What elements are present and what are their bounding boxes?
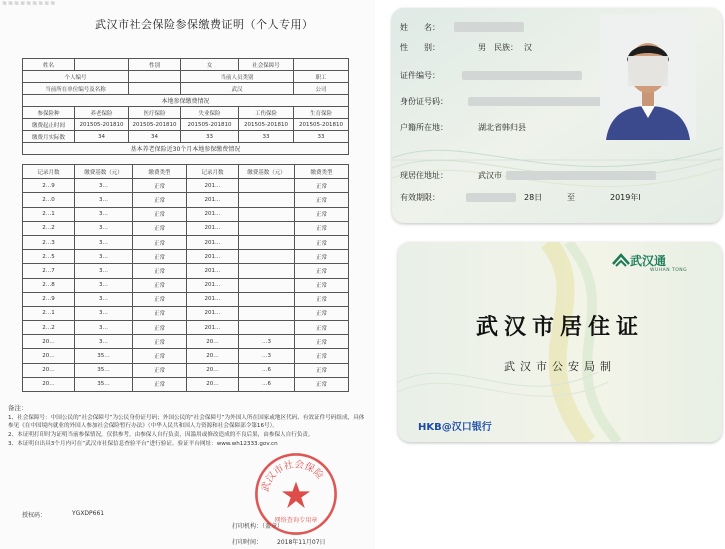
table-cell: 3… [75,221,133,235]
id-number-label: 身份证号码： [400,97,448,106]
bank-logo: HKB@汉口银行 [418,422,492,433]
table-cell: 正常 [133,292,187,306]
table-row [23,264,349,278]
table-cell: 2…2 [23,221,75,235]
table-cell [239,235,295,249]
table-cell: 正常 [133,349,187,363]
valid-to: 2019年l [610,193,641,202]
table-cell: 35… [75,363,133,377]
table-cell: 2…9 [23,292,75,306]
table-row: 姓名 性别 女 社会保障号 [23,59,349,71]
table-cell: …6 [239,363,295,377]
gender-value: 男 [478,43,486,52]
table-cell [239,221,295,235]
table-cell: 2…0 [23,193,75,207]
table-cell: 正常 [133,306,187,320]
header-decoration: ≋≋≋≋≋≋≋≋≋ [2,0,57,7]
table-cell: 正常 [295,235,349,249]
table-cell: 正常 [295,321,349,335]
auth-code-value: YGXDP661 [72,510,105,517]
table-cell: 正常 [133,250,187,264]
table-row: 个人编号 当前人员类别 职工 [23,71,349,83]
table-cell: 正常 [295,292,349,306]
table-cell: …3 [239,335,295,349]
table-cell: 2…1 [23,207,75,221]
table-cell: 3… [75,306,133,320]
table-cell [239,321,295,335]
table-cell: 正常 [295,306,349,320]
table-row: 缴费月实际数 34 34 33 33 33 [23,131,349,143]
table-cell: 201… [187,221,239,235]
table-cell: 正常 [133,278,187,292]
hukou-label: 户籍所在地： [400,123,448,132]
table-row [23,335,349,349]
name-label: 姓 名： [400,23,440,32]
table-cell: 正常 [133,207,187,221]
table-cell: 正常 [295,264,349,278]
table-cell: 3… [75,235,133,249]
table-cell: 3… [75,335,133,349]
redacted-address [506,171,656,180]
table-header-row: 参保险种 养老保险 医疗保险 失业保险 工伤保险 生育保险 [23,107,349,119]
residence-permit-back [398,242,722,442]
table-cell: 3… [75,250,133,264]
table-cell: 2…8 [23,278,75,292]
table-cell: 3… [75,179,133,193]
note-item: 3、本证明自出具3个月内可在“武汉市社保信息查验平台”进行验证。验证平台网址：www.wh12333.gov.cn [8,441,278,447]
table-cell: 20… [23,349,75,363]
table-cell: 20… [23,377,75,391]
table-cell: 正常 [133,179,187,193]
table-cell: 201… [187,278,239,292]
redacted-cert-no [462,71,582,80]
table-cell: 正常 [295,363,349,377]
face-blur [628,56,668,86]
note-item: 1、社会保障号：中国公民的“社会保障号”为公民身份证号码；外国公民的“社会保障号”为外国人所在国家或地区代码、有效证件号码组成，具体参见《在中国境内就业的外国人参加社会保险暂行办法》（中华人民共和国人力资源和社会保障部令第16号）。 [8,415,365,429]
table-row [23,349,349,363]
table-cell: 201… [187,235,239,249]
table-cell: 201… [187,264,239,278]
table-cell [239,306,295,320]
table-cell: 20… [23,363,75,377]
section-title-row: 本地参保缴费情况 [23,95,349,107]
table-cell: 正常 [295,377,349,391]
table-row: 当前所在单位编号及名称 武汉 公司 [23,83,349,95]
table-cell: 3… [75,193,133,207]
table-row [23,221,349,235]
notes-section [8,404,368,449]
personal-info-table [22,58,349,155]
table-cell: 2…3 [23,235,75,249]
auth-code-label: 授权码： [22,512,47,519]
table-cell [239,250,295,264]
table-row [23,321,349,335]
table-cell: 201… [187,179,239,193]
table-cell: 正常 [295,207,349,221]
table-cell: 2…2 [23,321,75,335]
table-cell: 正常 [133,264,187,278]
redacted-id-number [468,97,608,106]
seal-text: 武汉市社会保险 [260,459,326,494]
address-label: 现居住地址： [400,171,448,180]
print-date: 打印时间： 2018年11月07日 [232,539,326,546]
table-cell: 3… [75,278,133,292]
table-cell: 正常 [133,221,187,235]
table-cell: 35… [75,377,133,391]
table-cell: 20… [23,335,75,349]
certificate-title: 武汉市社会保险参保缴费证明（个人专用） [95,18,314,31]
table-cell: 正常 [133,321,187,335]
table-row [23,193,349,207]
wuhantong-logo-icon [612,252,630,268]
table-row [23,250,349,264]
table-cell: 20… [187,349,239,363]
seal-subtext: 网络查询专用章 [274,517,318,525]
table-row [23,292,349,306]
portrait-photo [600,14,696,140]
nation-value: 汉 [524,43,532,52]
table-row [23,306,349,320]
note-item: 2、本证明打印时为证明当前参保情况，仅供参考，由参保人自行负责，因滥用或修改造成的不良后果，由参保人自行负责。 [8,432,314,438]
valid-to-label: 至 [567,193,575,202]
table-cell: 201… [187,250,239,264]
table-cell: 正常 [133,335,187,349]
issuer: 武汉市公安局制 [504,360,616,373]
table-cell [239,264,295,278]
table-cell: 201… [187,292,239,306]
table-cell: 正常 [133,235,187,249]
table-row [23,179,349,193]
table-header-row: 记录月数 缴费基数（元） 缴费类型 记录月数 缴费基数（元） 缴费类型 [23,165,349,179]
table-row [23,363,349,377]
table-cell: 2…1 [23,306,75,320]
nation-label: 民族： [494,43,518,52]
table-cell [239,193,295,207]
table-cell: 2…5 [23,250,75,264]
table-cell [239,278,295,292]
table-row [23,207,349,221]
table-cell: …6 [239,377,295,391]
address-value: 武汉市 [478,171,502,180]
permit-title: 武汉市居住证 [475,314,644,340]
notes-heading: 备注： [8,404,28,412]
table-cell: 2…9 [23,179,75,193]
valid-from: 28日 [524,193,543,202]
svg-text:武汉市社会保险 [258,457,327,493]
table-cell: 正常 [133,363,187,377]
table-cell: 3… [75,264,133,278]
table-cell: 正常 [295,221,349,235]
redacted-name [454,22,524,32]
redacted-valid-from [466,193,516,202]
table-cell: 201… [187,306,239,320]
wuhantong-logo: 武汉通 [630,254,667,268]
table-cell: 正常 [295,250,349,264]
hukou-value: 湖北省韩归县 [478,123,526,132]
table-cell: 35… [75,349,133,363]
table-cell: 201… [187,207,239,221]
table-cell: 20… [187,335,239,349]
table-cell: 正常 [295,278,349,292]
table-cell: 正常 [133,193,187,207]
table-cell: 2…7 [23,264,75,278]
table-cell [239,292,295,306]
gender-label: 性 别： [400,43,440,52]
table-cell: 201… [187,321,239,335]
table-cell: 20… [187,363,239,377]
table-row [23,278,349,292]
table-cell: 正常 [295,179,349,193]
table-cell: 20… [187,377,239,391]
table-cell [239,179,295,193]
table-cell: …3 [239,349,295,363]
table-cell: 201… [187,193,239,207]
validity-label: 有效期限： [400,193,440,202]
table-cell: 3… [75,207,133,221]
official-seal-icon [252,450,340,538]
wuhantong-logo-sub: WUHAN TONG [650,268,688,273]
table-row [23,377,349,391]
cert-no-label: 证件编号： [400,71,440,80]
table-cell: 正常 [295,349,349,363]
pension-history-table [22,164,349,392]
table-cell: 正常 [295,193,349,207]
table-row: 缴费起止时间 201505-201810 201505-201810 201505-201810 201505-201810 201505-201810 [23,119,349,131]
table-row [23,235,349,249]
print-org: 打印机构：（盖章） [232,523,284,530]
table-cell: 3… [75,321,133,335]
section-title-row: 基本养老保险近30个月本地参保缴费情况 [23,143,349,155]
table-cell: 3… [75,292,133,306]
table-cell: 正常 [295,335,349,349]
table-cell: 正常 [133,377,187,391]
table-cell [239,207,295,221]
